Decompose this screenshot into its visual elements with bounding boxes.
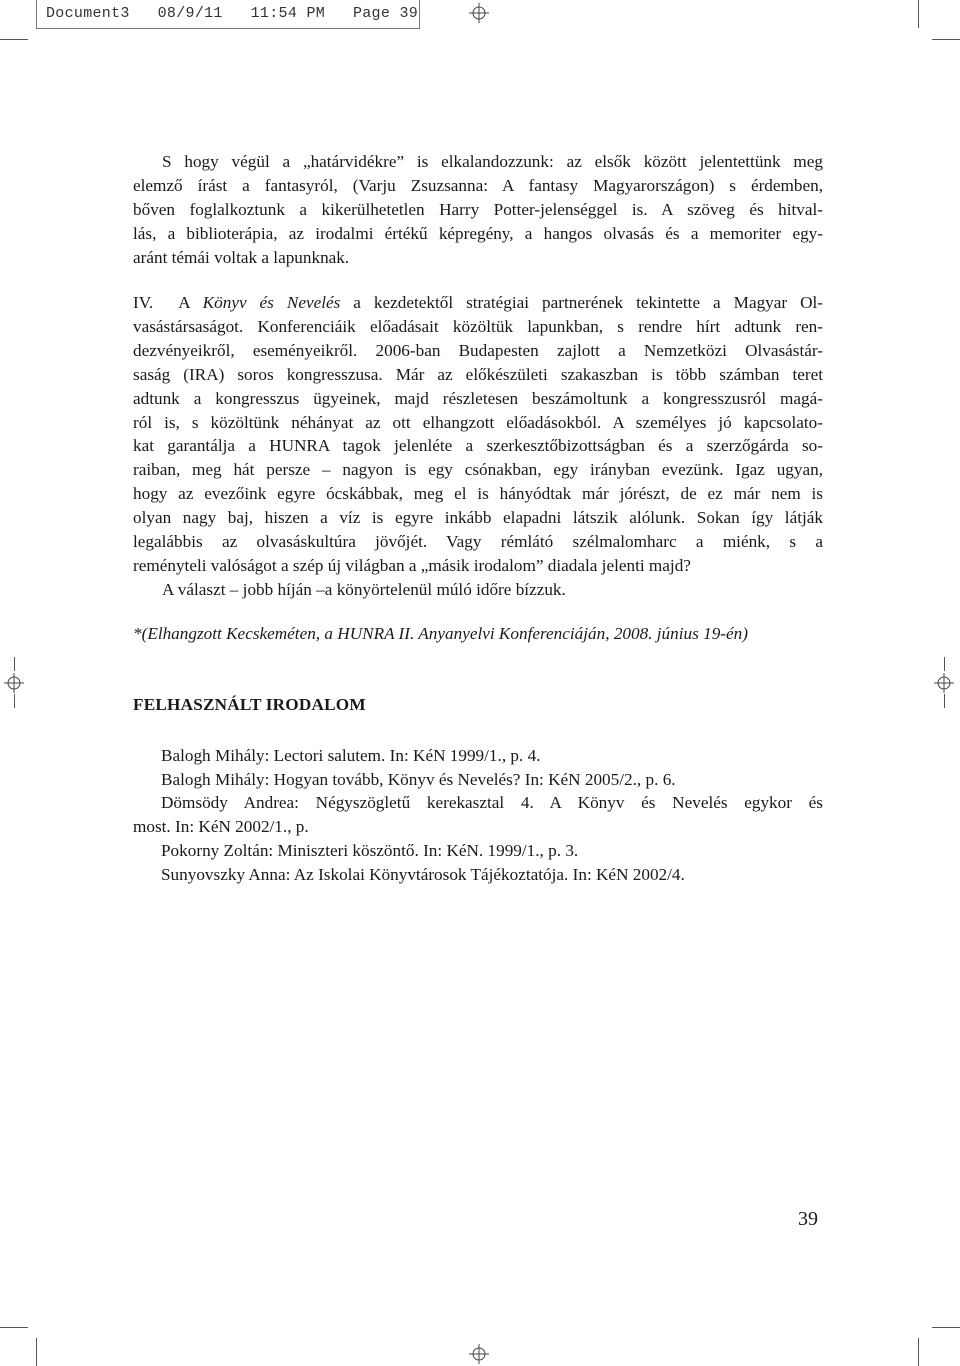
registration-mark-right-icon [934,673,954,693]
paragraph-1-line: aránt témái voltak a lapunknak. [133,247,350,267]
section-number: IV. A [133,293,203,312]
reference-item: Sunyovszky Anna: Az Iskolai Könyvtárosok Tájékoztatója. In: KéN 2002/4. [161,864,685,884]
registration-mark-bottom-icon [469,1344,489,1364]
paragraph-2-line: reményteli valóságot a szép új világban a „másik irodalom” diadala jelenti majd? [133,555,691,575]
paragraph-1 [133,150,823,270]
paragraph-1-line: bőven foglalkoztunk a kikerülhetetlen Harry Potter-jelenséggel is. A szöveg és hitval- [133,199,823,219]
footnote: *(Elhangzott Kecskeméten, a HUNRA II. Anyanyelvi Konferenciáján, 2008. június 19-én) [133,624,748,643]
references-heading: FELHASZNÁLT IRODALOM [133,695,366,714]
slug-text: Document3 08/9/11 11:54 PM Page 39 [46,5,419,22]
paragraph-2-line: ról is, s közöltünk néhányat az ott elhangzott előadásokból. A személyes jó kapcsolato- [133,412,823,432]
reference-item: Balogh Mihály: Lectori salutem. In: KéN 1999/1., p. 4. [161,746,541,765]
paragraph-2-line: dezvényeikről, eseményeikről. 2006-ban Budapesten zajlott a Nemzetközi Olvasástár- [133,340,823,360]
paragraph-2-first-line [133,291,823,315]
registration-mark-left-icon [4,673,24,693]
paragraph-1-line: S hogy végül a „határvidékre” is elkalandozzunk: az elsők között jelentettünk meg [162,152,823,171]
paragraph-1-line: lás, a biblioterápia, az irodalmi értékű képregény, a hangos olvasás és a memoriter egy- [133,223,823,243]
page-number: 39 [798,1208,818,1230]
references-list [133,744,823,886]
paragraph-2-line: legalábbis az olvasáskultúra jövőjét. Vagy rémlátó szélmalomharc a miénk, s a [133,532,823,552]
paragraph-2-line: kat garantálja a HUNRA tagok jelenléte a szerkesztőbizottságban és a szerzőgárda so- [133,436,823,456]
reference-item: Dömsödy Andrea: Négyszögletű kerekasztal 4. A Könyv és Nevelés egykor és [161,793,823,813]
paragraph-2-line: vasástársaságot. Konferenciáik előadásait közöltük lapunkban, s rendre hírt adtunk ren- [133,316,823,336]
paragraph-3: A választ – jobb híján –a könyörtelenül múló időre bízzuk. [162,579,566,599]
paragraph-1-line: elemző írást a fantasyról, (Varju Zsuzsanna: A fantasy Magyarországon) s érdemben, [133,175,823,195]
registration-mark-top-icon [469,3,489,23]
reference-item: Pokorny Zoltán: Miniszteri köszöntő. In: KéN. 1999/1., p. 3. [161,840,579,860]
paragraph-2 [133,291,823,602]
paragraph-2-line-rest: a kezdetektől stratégiai partnerének tekintette a Magyar Ol- [340,293,824,312]
reference-item-continued: most. In: KéN 2002/1., p. [133,817,309,837]
paragraph-2-line: raiban, meg hát persze – nagyon is egy csónakban, egy irányban evezünk. Igaz ugyan, [133,460,823,480]
journal-title: Könyv és Nevelés [202,293,341,312]
reference-item: Balogh Mihály: Hogyan tovább, Könyv és Nevelés? In: KéN 2005/2., p. 6. [161,769,676,789]
paragraph-2-line: adtunk a kongresszus ügyeinek, majd részletesen beszámoltunk a kongresszusról magá- [133,388,823,408]
paragraph-2-line: olyan nagy baj, hiszen a víz is egyre inkább elapadni látszik alólunk. Sokan így látják [133,508,823,528]
paragraph-2-line: saság (IRA) soros kongresszusa. Már az előkészületi szakaszban is több számban teret [133,364,823,384]
paragraph-2-line: hogy az evezőink egyre ócskábbak, meg el is hányódtak már jórészt, de ez már nem is [133,484,823,504]
